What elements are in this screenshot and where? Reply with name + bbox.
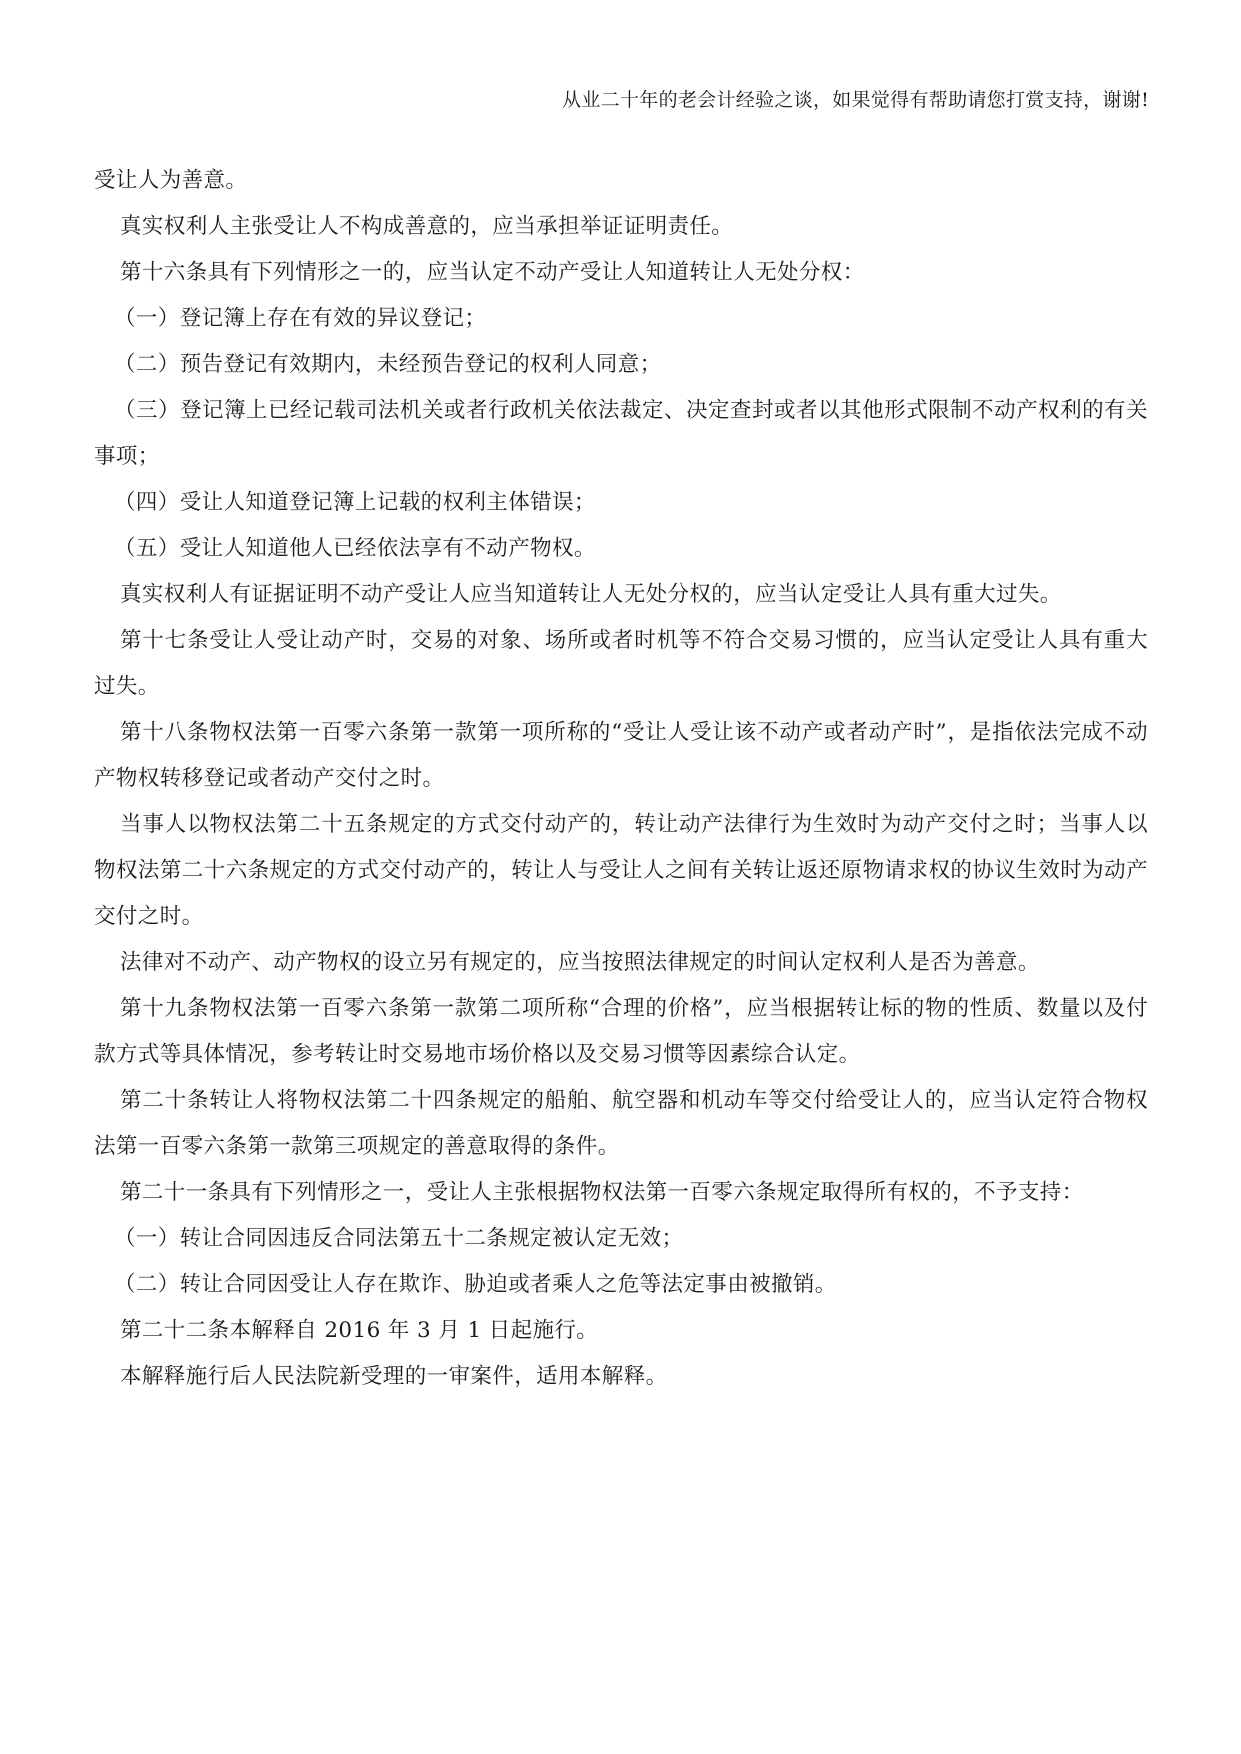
paragraph: 第十六条具有下列情形之一的，应当认定不动产受让人知道转让人无处分权： <box>120 260 865 285</box>
paragraph: 第二十一条具有下列情形之一，受让人主张根据物权法第一百零六条规定取得所有权的，不予支持： <box>120 1180 1084 1205</box>
document-body <box>94 158 1148 1400</box>
list-item: （一）转让合同因违反合同法第五十二条规定被认定无效； <box>114 1226 684 1251</box>
list-item: （二）预告登记有效期内，未经预告登记的权利人同意； <box>114 352 662 377</box>
list-item: （四）受让人知道登记簿上记载的权利主体错误； <box>114 490 596 515</box>
paragraph: 本解释施行后人民法院新受理的一审案件，适用本解释。 <box>120 1364 668 1389</box>
paragraph: 第二十条转让人将物权法第二十四条规定的船舶、航空器和机动车等交付给受让人的，应当认定符合物权法第一百零六条第一款第三项规定的善意取得的条件。 <box>94 1088 1148 1159</box>
header-note: 从业二十年的老会计经验之谈，如果觉得有帮助请您打赏支持，谢谢! <box>562 89 1149 111</box>
paragraph: 第十八条物权法第一百零六条第一款第一项所称的“受让人受让该不动产或者动产时”，是指依法完成不动产物权转移登记或者动产交付之时。 <box>94 720 1148 791</box>
paragraph: 第十七条受让人受让动产时，交易的对象、场所或者时机等不符合交易习惯的，应当认定受让人具有重大过失。 <box>94 628 1148 699</box>
list-item: （三）登记簿上已经记载司法机关或者行政机关依法裁定、决定查封或者以其他形式限制不动产权利的有关事项； <box>94 398 1148 469</box>
list-item: （五）受让人知道他人已经依法享有不动产物权。 <box>114 536 596 561</box>
paragraph: 真实权利人有证据证明不动产受让人应当知道转让人无处分权的，应当认定受让人具有重大过失。 <box>120 582 1062 607</box>
list-item: （一）登记簿上存在有效的异议登记； <box>114 306 487 331</box>
paragraph: 第二十二条本解释自 2016 年 3 月 1 日起施行。 <box>120 1318 599 1343</box>
paragraph: 法律对不动产、动产物权的设立另有规定的，应当按照法律规定的时间认定权利人是否为善意。 <box>120 950 1040 975</box>
paragraph: 真实权利人主张受让人不构成善意的，应当承担举证证明责任。 <box>120 214 734 239</box>
list-item: （二）转让合同因受让人存在欺诈、胁迫或者乘人之危等法定事由被撤销。 <box>114 1272 837 1297</box>
paragraph: 当事人以物权法第二十五条规定的方式交付动产的，转让动产法律行为生效时为动产交付之时；当事人以物权法第二十六条规定的方式交付动产的，转让人与受让人之间有关转让返还原物请求权的协议生效时为动产交付之时。 <box>94 812 1148 929</box>
paragraph: 受让人为善意。 <box>94 168 248 193</box>
paragraph: 第十九条物权法第一百零六条第一款第二项所称“合理的价格”，应当根据转让标的物的性质、数量以及付款方式等具体情况，参考转让时交易地市场价格以及交易习惯等因素综合认定。 <box>94 996 1148 1067</box>
